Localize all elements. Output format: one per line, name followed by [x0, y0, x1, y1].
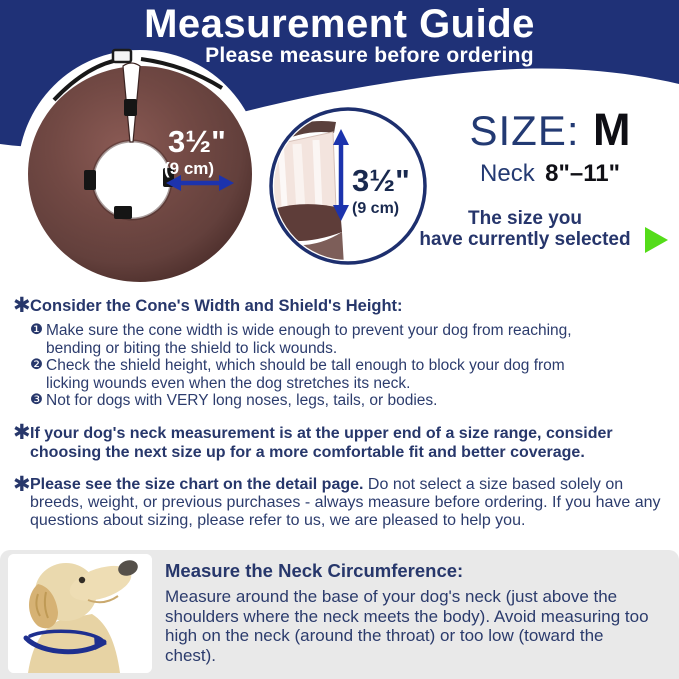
asterisk-icon: ✱: [13, 420, 31, 444]
list-item-text: Check the shield height, which should be tall enough to block your dog from licking wounds even when the dog stretches its neck.: [46, 357, 565, 392]
currently-selected-note: [406, 208, 644, 250]
note-lead-text: Please see the size chart on the detail page.: [30, 475, 364, 493]
neck-measurement-panel: [0, 550, 679, 679]
list-item: [30, 322, 606, 357]
size-value: M: [592, 104, 631, 155]
note-rest-text: Do not select a size based solely on breeds, weight, or previous purchases - always measure before ordering. If you have any questions about sizing, please refer to us, we are pleased to help you.: [30, 475, 661, 529]
list-item: [30, 392, 606, 410]
neck-circumference-heading: Measure the Neck Circumference:: [165, 560, 464, 581]
dog-head-illustration: [8, 554, 152, 673]
cone-width-metric: (9 cm): [164, 159, 215, 178]
selected-note-line2: have currently selected: [419, 229, 631, 250]
neck-range-line: [425, 160, 675, 188]
dog-photo: [8, 554, 152, 673]
shield-zoom-circle: [258, 109, 425, 268]
asterisk-icon: ✱: [13, 472, 31, 496]
list-item: [30, 357, 606, 392]
page-title: Measurement Guide: [144, 2, 535, 46]
size-prefix: SIZE:: [469, 107, 580, 154]
number-1-icon: ❶: [30, 322, 43, 338]
size-line: [425, 104, 675, 156]
note-cone-width-shield-height: [13, 294, 667, 410]
asterisk-icon: ✱: [13, 294, 31, 317]
cone-width-label: 3½": [168, 124, 226, 159]
note-see-size-chart: [13, 472, 667, 530]
note-text: If your dog's neck measurement is at the upper end of a size range, consider choosing the next size up for a more comfortable fit and better coverage.: [30, 424, 613, 461]
sizing-notes: [13, 294, 667, 530]
shield-height-metric: (9 cm): [352, 200, 400, 217]
numbered-list: [30, 322, 606, 410]
note-heading: Consider the Cone's Width and Shield's Height:: [30, 297, 403, 315]
number-2-icon: ❷: [30, 357, 43, 373]
green-arrow-icon: [645, 227, 668, 253]
shield-height-label: 3½": [352, 163, 410, 198]
neck-circumference-body: Measure around the base of your dog's neck (just above the shoulders where the neck meets the body). Avoid measuring too high on the neck (around the throat) or too low (toward the chest).: [165, 587, 649, 665]
page-subtitle: Please measure before ordering: [205, 44, 534, 67]
neck-label: Neck: [480, 160, 535, 187]
list-item-text: Make sure the cone width is wide enough to prevent your dog from reaching, bending or biting the shield to lick wounds.: [46, 322, 572, 357]
neck-range-value: 8"–11": [545, 160, 620, 187]
list-item-text: Not for dogs with VERY long noses, legs, tails, or bodies.: [46, 392, 438, 409]
selected-note-line1: The size you: [467, 208, 583, 229]
note-upper-end-size-range: [13, 420, 667, 462]
note-text: [30, 476, 667, 530]
number-3-icon: ❸: [30, 392, 43, 408]
shield-cone-base: [258, 204, 342, 241]
dog-eye: [79, 577, 85, 583]
